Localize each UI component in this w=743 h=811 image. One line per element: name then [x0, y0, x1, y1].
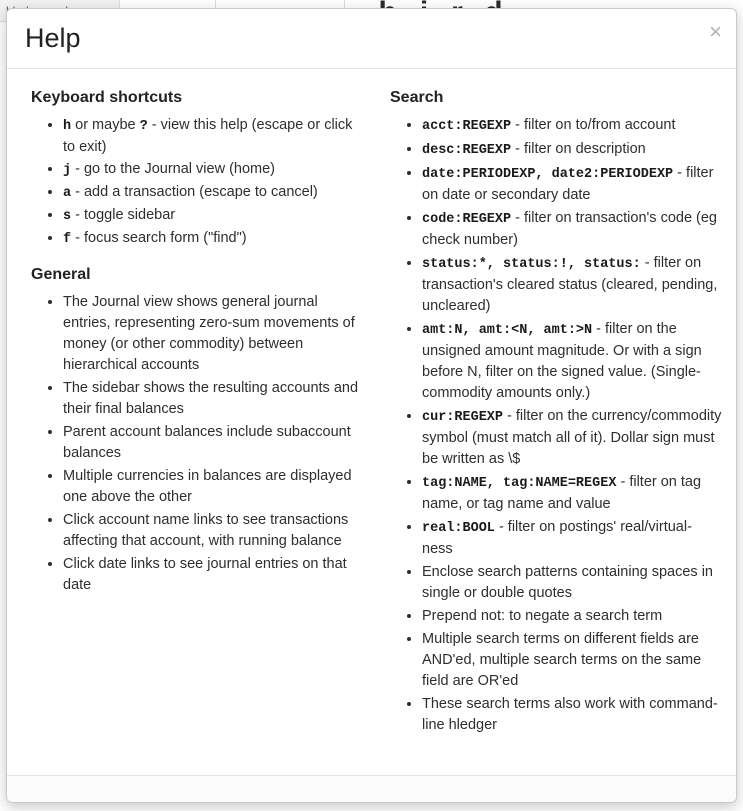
modal-header [7, 9, 736, 69]
list-item: • Enclose search patterns containing spaces in single or double quotes [422, 562, 722, 604]
list-item: • Multiple currencies in balances are displayed one above the other [63, 466, 362, 508]
keyboard-shortcuts-list [25, 115, 362, 250]
shortcut-key-alt: ? [139, 119, 148, 134]
list-item [422, 163, 722, 206]
keyboard-shortcuts-column [7, 83, 374, 738]
search-term-code: code:REGEXP [422, 212, 512, 227]
search-term-code: tag:NAME, tag:NAME=REGEX [422, 476, 617, 491]
close-icon[interactable]: × [709, 19, 722, 44]
search-term-description: - filter on the unsigned amount magnitude. Or with a sign before N, filter on the signed value. (Single-commodity amounts only.) [422, 321, 702, 401]
list-item [422, 606, 722, 627]
list-item [422, 406, 722, 470]
list-item: • Multiple search terms on different fields are AND'ed, multiple search terms on the same field are OR'ed [422, 629, 722, 692]
shortcut-description: - focus search form ("find") [71, 230, 247, 246]
modal-body [7, 69, 736, 738]
search-term-code: date:PERIODEXP, date2:PERIODEXP [422, 167, 674, 182]
list-item [63, 228, 362, 250]
list-item [63, 182, 362, 204]
keyboard-shortcuts-heading: Keyboard shortcuts [31, 89, 183, 106]
search-heading: Search [390, 89, 444, 106]
search-term-code: real:BOOL [422, 521, 495, 536]
list-item [422, 208, 722, 251]
search-term-description: - filter on transaction's cleared status (cleared, pending, uncleared) [422, 255, 718, 314]
modal-footer [7, 775, 736, 802]
shortcut-description: - add a transaction (escape to cancel) [71, 184, 318, 200]
help-modal [6, 8, 737, 803]
search-column [374, 83, 736, 738]
general-heading: General [31, 266, 91, 283]
search-term-code: cur:REGEXP [422, 410, 504, 425]
search-term-description: Prepend not: to negate a search term [422, 608, 663, 624]
search-list [384, 115, 722, 736]
shortcut-description: - toggle sidebar [71, 207, 176, 223]
search-term-description: - filter on to/from account [511, 117, 676, 133]
list-item: • The sidebar shows the resulting accounts and their final balances [63, 378, 362, 420]
list-item: • These search terms also work with command-line hledger [422, 694, 722, 736]
shortcut-key: a [63, 186, 72, 201]
list-item [63, 115, 362, 158]
general-list [25, 292, 362, 596]
shortcut-key: j [63, 163, 72, 178]
shortcut-description: - go to the Journal view (home) [71, 161, 276, 177]
list-item [422, 472, 722, 515]
shortcut-description: - view this help (escape or click to exit) [63, 117, 353, 155]
list-item [422, 517, 722, 560]
search-term-description: - filter on description [511, 141, 646, 157]
list-item [422, 139, 722, 161]
search-term-description: - filter on tag name, or tag name and value [422, 474, 702, 512]
search-term-code: desc:REGEXP [422, 143, 512, 158]
list-item [63, 205, 362, 227]
search-term-code: status:*, status:!, status: [422, 257, 641, 272]
page-title: Help [25, 23, 81, 53]
list-item: • Parent account balances include subaccount balances [63, 422, 362, 464]
search-term-code: acct:REGEXP [422, 119, 512, 134]
list-item [422, 319, 722, 404]
shortcut-key: s [63, 209, 72, 224]
shortcut-key: h [63, 119, 72, 134]
search-term-description: - filter on postings' real/virtual-ness [422, 519, 692, 557]
list-item: • The Journal view shows general journal entries, representing zero-sum movements of money (or other commodity) between hierarchical accounts [63, 292, 362, 376]
list-item [63, 159, 362, 181]
search-term-description: - filter on date or secondary date [422, 165, 714, 203]
list-item: • Click account name links to see transactions affecting that account, with running balance [63, 510, 362, 552]
list-item: • Click date links to see journal entries on that date [63, 554, 362, 596]
list-item [422, 115, 722, 137]
search-term-code: amt:N, amt:<N, amt:>N [422, 323, 593, 338]
shortcut-key: f [63, 232, 72, 247]
search-term-description: - filter on transaction's code (eg check number) [422, 210, 717, 248]
shortcut-joiner: or maybe [71, 117, 140, 133]
list-item [422, 253, 722, 317]
search-term-description: - filter on the currency/commodity symbol (must match all of it). Dollar sign must be written as \$ [422, 408, 722, 467]
